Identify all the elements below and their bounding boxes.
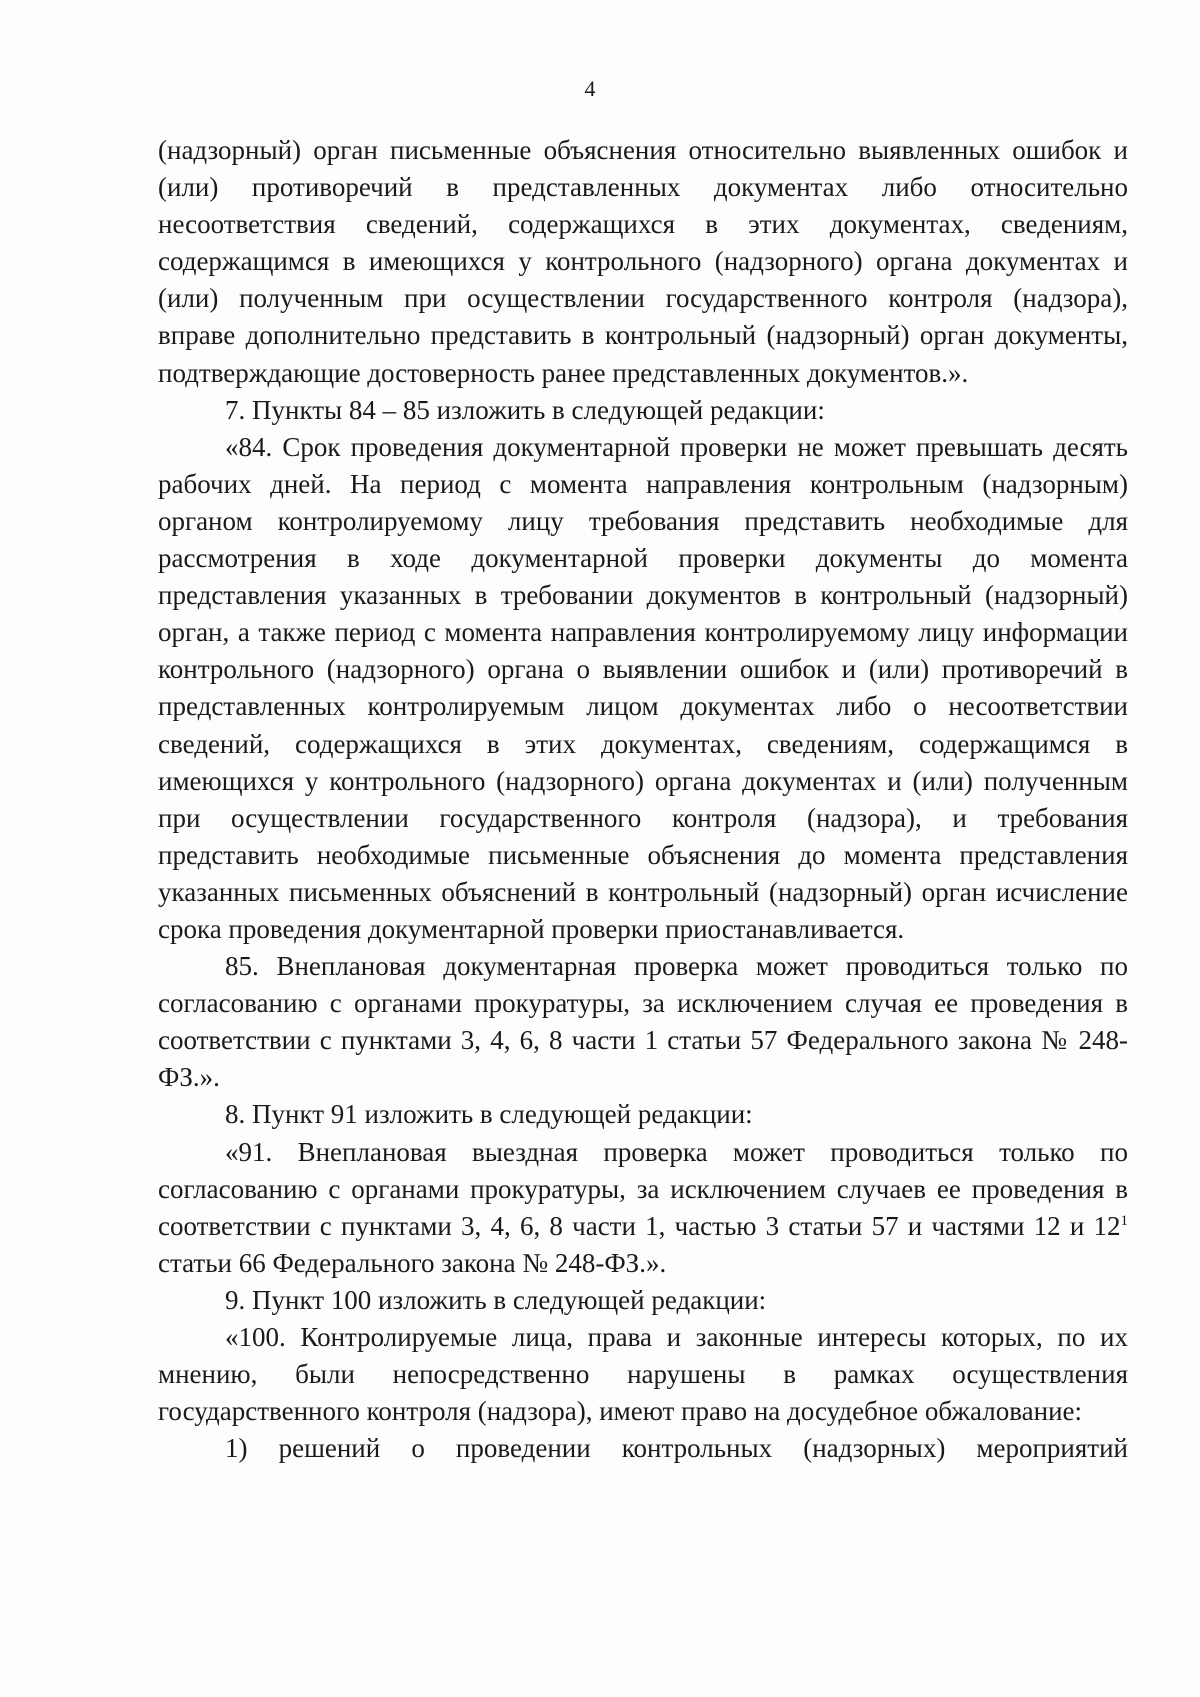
paragraph-clause-85: 85. Внеплановая документарная проверка может проводиться только по согласованию с органами прокуратуры, за исключением случая ее проведения в соответствии с пунктами 3, 4, 6, 8 части 1 статьи 57 Федерального закона № 248-ФЗ.». xyxy=(158,951,1128,1093)
superscript-one: 1 xyxy=(1120,1212,1128,1229)
clause-91-text: «91. Внеплановая выездная проверка может проводиться только по согласованию с органами прокуратуры, за исключением случаев ее проведения в соответствии с пунктами 3, 4, 6, 8 части 1, частью 3 статьи 57 и частями 12 и 12 xyxy=(158,1136,1128,1241)
page-number: 4 xyxy=(584,76,596,101)
paragraph-item-7: 7. Пункты 84 – 85 изложить в следующей редакции: xyxy=(225,394,825,425)
paragraph-clause-91 xyxy=(158,1134,1128,1282)
paragraph-clause-100: «100. Контролируемые лица, права и законные интересы которых, по их мнению, были непосредственно нарушены в рамках осуществления государственного контроля (надзора), имеют право на досудебное обжалование: xyxy=(158,1322,1128,1427)
paragraph-clause-84: «84. Срок проведения документарной проверки не может превышать десять рабочих дней. На период с момента направления контрольным (надзорным) органом контролируемому лицу требования представить необходимые для рассмотрения в ходе документарной проверки документы до момента представления указанных в требовании документов в контрольный (надзорный) орган, а также период с момента направления контролируемому лицу информации контрольного (надзорного) органа о выявлении ошибок и (или) противоречий в представленных контролируемым лицом документах либо о несоответствии сведений, содержащихся в этих документах, сведениям, содержащимся в имеющихся у контрольного (надзорного) органа документах и (или) полученным при осуществлении государственного контроля (надзора), и требования представить необходимые письменные объяснения до момента представления указанных письменных объяснений в контрольный (надзорный) орган исчисление срока проведения документарной проверки приостанавливается. xyxy=(158,431,1128,944)
paragraph-continuation: (надзорный) орган письменные объяснения относительно выявленных ошибок и (или) противоречий в представленных документах либо относительно несоответствия сведений, содержащихся в этих документах, сведениям, содержащимся в имеющихся у контрольного (надзорного) органа документах и (или) полученным при осуществлении государственного контроля (надзора), вправе дополнительно представить в контрольный (надзорный) орган документы, подтверждающие достоверность ранее представленных документов.». xyxy=(158,135,1128,388)
paragraph-item-8: 8. Пункт 91 изложить в следующей редакции: xyxy=(225,1099,753,1130)
paragraph-item-9: 9. Пункт 100 изложить в следующей редакции: xyxy=(225,1284,767,1315)
document-body xyxy=(158,132,1128,1467)
clause-91-text-end: статьи 66 Федерального закона № 248-ФЗ.». xyxy=(158,1247,667,1278)
paragraph-subitem-1: 1) решений о проведении контрольных (надзорных) мероприятий xyxy=(225,1433,1128,1464)
